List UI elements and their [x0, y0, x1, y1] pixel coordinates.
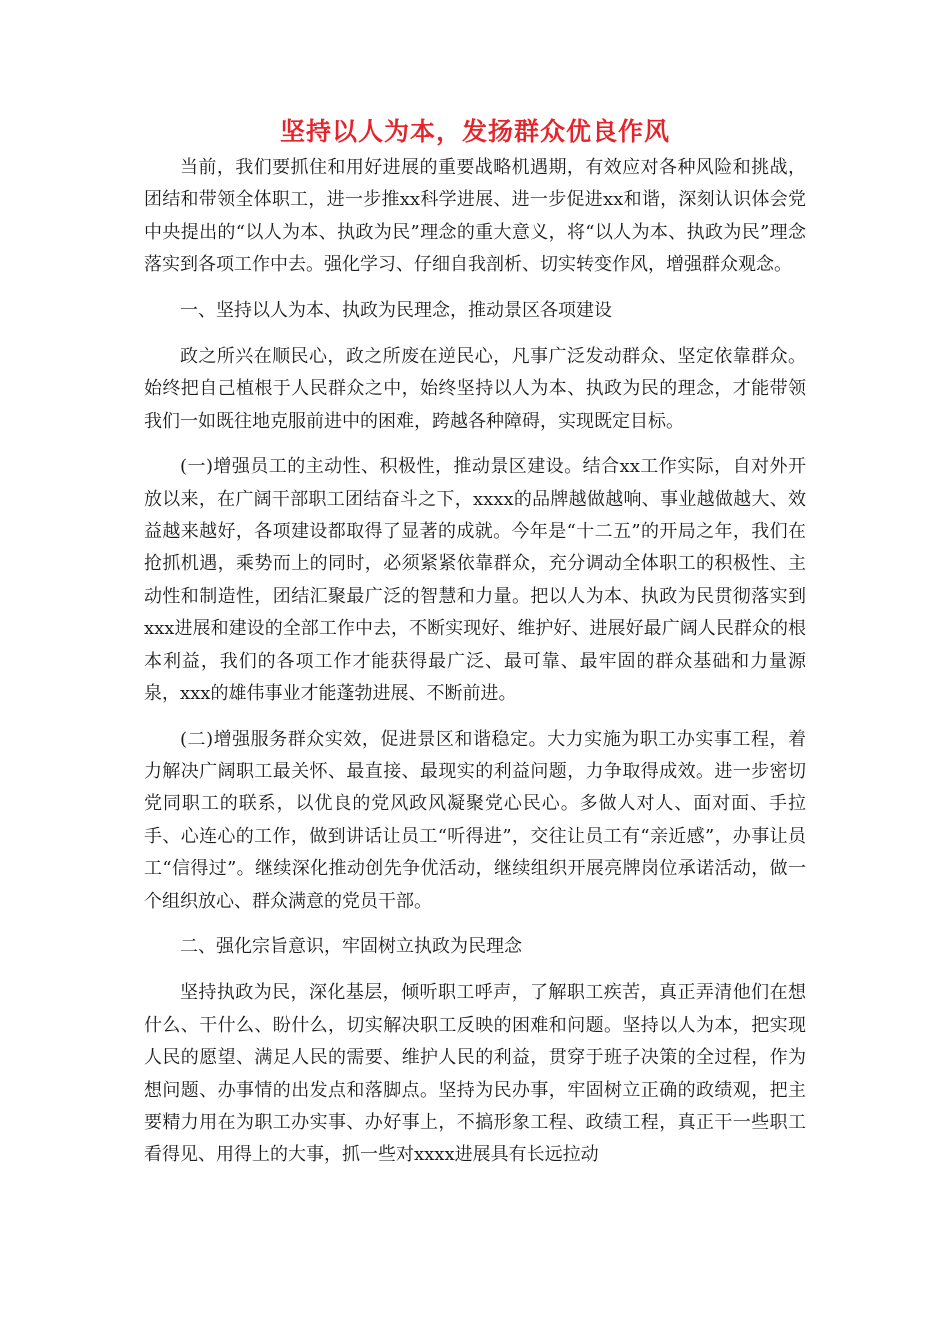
subsection-1-paragraph: (一)增强员工的主动性、积极性，推动景区建设。结合xx工作实际，自对外开放以来，在广阔干部职工团结奋斗之下，xxxx的品牌越做越响、事业越做越大、效益越来越好，各项建设都取得了显著的成就。今年是“十二五”的开局之年，我们在抢抓机遇，乘势而上的同时，必须紧紧依靠群众，充分调动全体职工的积极性、主动性和制造性，团结汇聚最广泛的智慧和力量。把以人为本、执政为民贯彻落实到xxx进展和建设的全部工作中去，不断实现好、维护好、进展好最广阔人民群众的根本利益，我们的各项工作才能获得最广泛、最可靠、最牢固的群众基础和力量源泉，xxx的雄伟事业才能蓬勃进展、不断前进。	[144, 456, 806, 705]
subsection-2-paragraph: (二)增强服务群众实效，促进景区和谐稳定。大力实施为职工办实事工程，着力解决广阔职工最关怀、最直接、最现实的利益问题，力争取得成效。进一步密切党同职工的联系，以优良的党风政风凝聚党心民心。多做人对人、面对面、手拉手、心连心的工作，做到讲话让员工“听得进”，交往让员工有“亲近感”，办事让员工“信得过”。继续深化推动创先争优活动，继续组织开展亮牌岗位承诺活动，做一个组织放心、群众满意的党员干部。	[144, 728, 806, 912]
section-1-paragraph: 政之所兴在顺民心，政之所废在逆民心，凡事广泛发动群众、坚定依靠群众。始终把自己植根于人民群众之中，始终坚持以人为本、执政为民的理念，才能带领我们一如既往地克服前进中的困难，跨越各种障碍，实现既定目标。	[144, 346, 806, 432]
document-body	[144, 152, 806, 1185]
section-2-paragraph: 坚持执政为民，深化基层，倾听职工呼声，了解职工疾苦，真正弄清他们在想什么、干什么、盼什么，切实解决职工反映的困难和问题。坚持以人为本，把实现人民的愿望、满足人民的需要、维护人民的利益，贯穿于班子决策的全过程，作为想问题、办事情的出发点和落脚点。坚持为民办事，牢固树立正确的政绩观，把主要精力用在为职工办实事、办好事上，不搞形象工程、政绩工程，真正干一些职工看得见、用得上的大事，抓一些对xxxx进展具有长远拉动	[144, 982, 806, 1166]
section-heading-1: 一、坚持以人为本、执政为民理念，推动景区各项建设	[180, 299, 612, 321]
intro-paragraph: 当前，我们要抓住和用好进展的重要战略机遇期，有效应对各种风险和挑战，团结和带领全体职工，进一步推xx科学进展、进一步促进xx和谐，深刻认识体会党中央提出的“以人为本、执政为民”理念的重大意义，将“以人为本、执政为民”理念落实到各项工作中去。强化学习、仔细自我剖析、切实转变作风，增强群众观念。	[144, 157, 806, 276]
section-heading-2: 二、强化宗旨意识，牢固树立执政为民理念	[180, 935, 522, 957]
document-title: 坚持以人为本，发扬群众优良作风	[279, 117, 670, 146]
